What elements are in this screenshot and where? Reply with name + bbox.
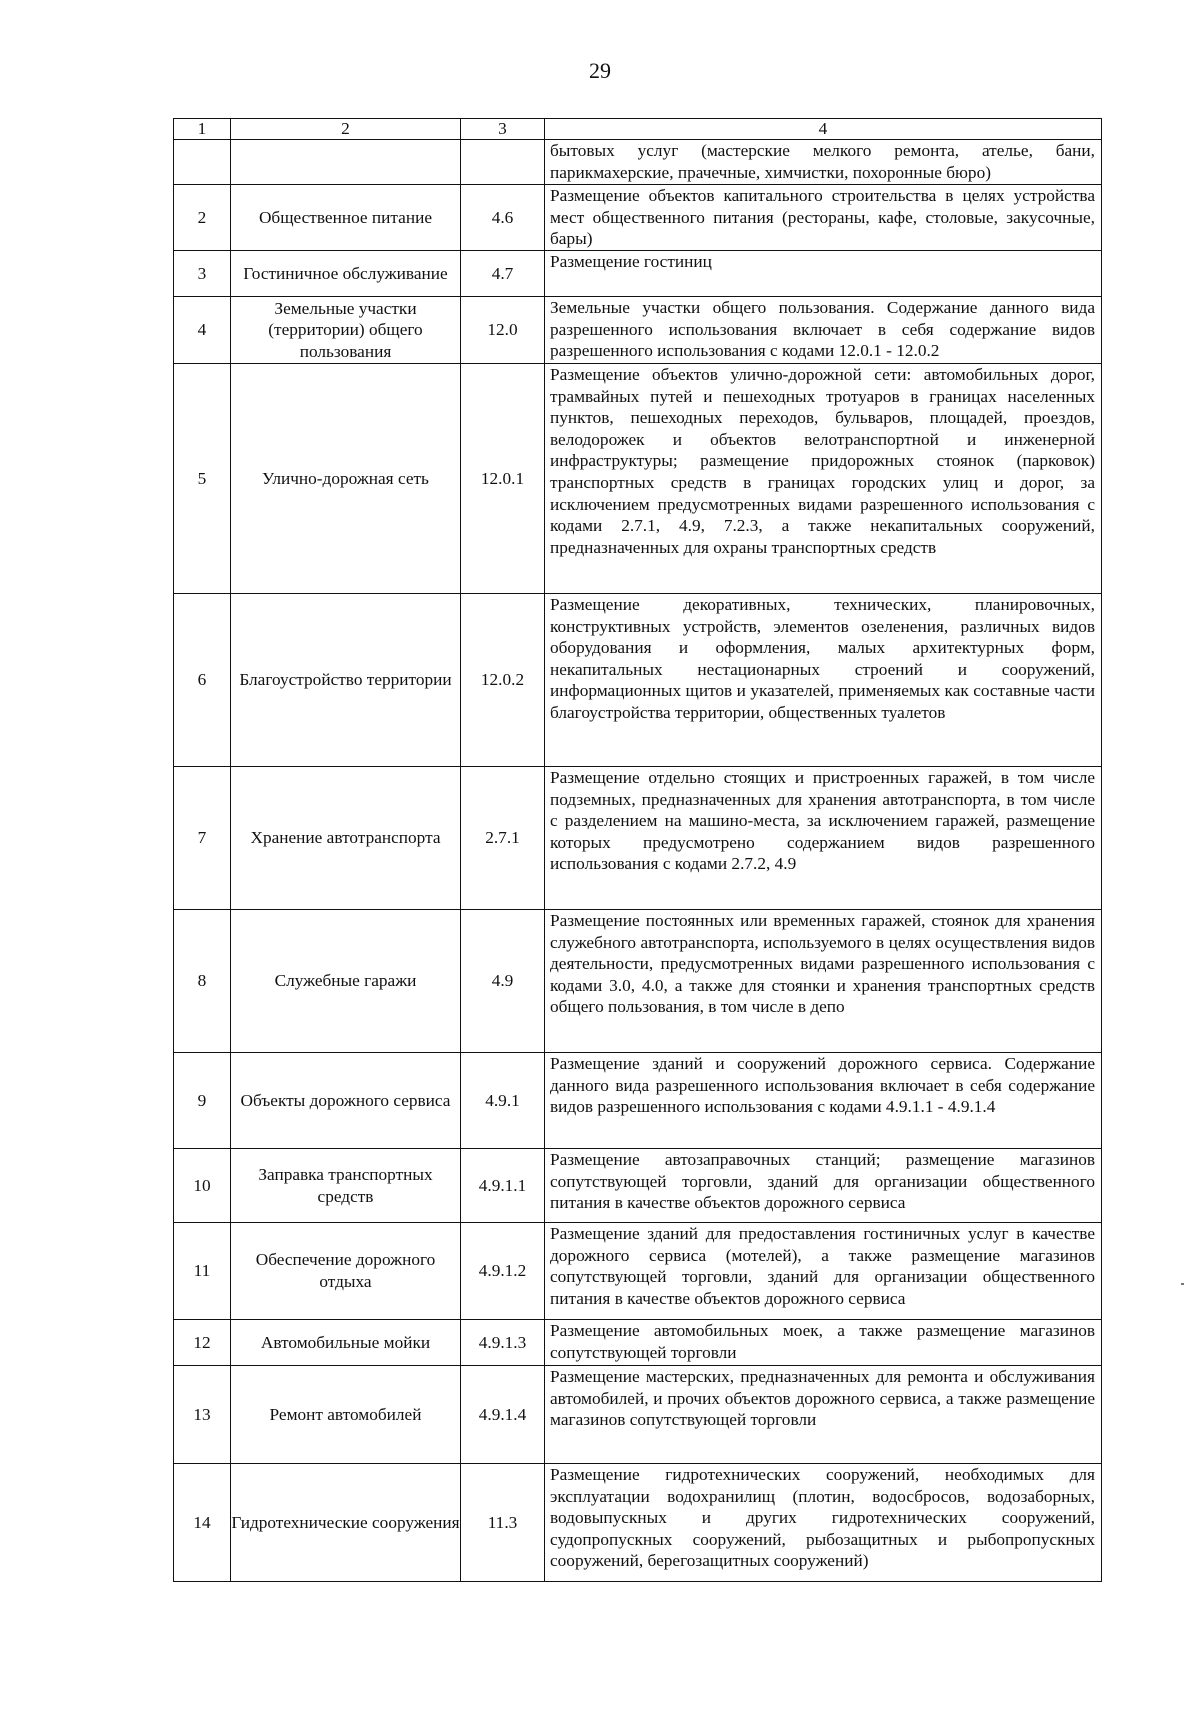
row-code	[461, 140, 545, 185]
row-code: 4.7	[461, 251, 545, 297]
row-name	[231, 140, 461, 185]
row-name: Улично-дорожная сеть	[231, 364, 461, 594]
row-number: 13	[174, 1366, 231, 1464]
row-name: Объекты дорожного сервиса	[231, 1053, 461, 1149]
table-row	[174, 767, 1102, 910]
row-code: 12.0.1	[461, 364, 545, 594]
scan-artifact-mark	[1181, 1283, 1184, 1285]
table-row	[174, 185, 1102, 251]
table-row	[174, 1149, 1102, 1223]
row-name: Ремонт автомобилей	[231, 1366, 461, 1464]
table-row	[174, 1464, 1102, 1582]
page-number: 29	[589, 58, 611, 83]
row-code: 4.9.1	[461, 1053, 545, 1149]
row-code: 4.9.1.4	[461, 1366, 545, 1464]
row-number: 4	[174, 297, 231, 364]
row-description: бытовых услуг (мастерские мелкого ремонта, ателье, бани, парикмахерские, прачечные, химчистки, похоронные бюро)	[545, 140, 1102, 185]
row-code: 4.9.1.2	[461, 1223, 545, 1320]
row-description: Размещение объектов улично-дорожной сети: автомобильных дорог, трамвайных путей и пешеходных тротуаров в границах населенных пунктов, пешеходных переходов, бульваров, площадей, проездов, велодорожек и объектов велотранспортной и инженерной инфраструктуры; размещение придорожных стоянок (парковок) транспортных средств в границах городских улиц и дорог, за исключением предусмотренных видами разрешенного использования с кодами 2.7.1, 4.9, 7.2.3, а также некапитальных сооружений, предназначенных для охраны транспортных средств	[545, 364, 1102, 594]
row-description: Размещение зданий для предоставления гостиничных услуг в качестве дорожного сервиса (мотелей), а также размещение магазинов сопутствующей торговли, зданий для организации общественного питания в качестве объектов дорожного сервиса	[545, 1223, 1102, 1320]
table-row	[174, 594, 1102, 767]
row-description: Размещение декоративных, технических, планировочных, конструктивных устройств, элементов озеленения, различных видов оборудования и оформления, малых архитектурных форм, некапитальных нестационарных строений и сооружений, информационных щитов и указателей, применяемых как составные части благоустройства территории, общественных туалетов	[545, 594, 1102, 767]
header-col-2: 2	[231, 119, 461, 140]
table-header	[174, 119, 1102, 140]
row-name: Автомобильные мойки	[231, 1320, 461, 1366]
table-row	[174, 140, 1102, 185]
row-code: 4.9	[461, 910, 545, 1053]
table-row	[174, 910, 1102, 1053]
table-row	[174, 297, 1102, 364]
row-description: Размещение постоянных или временных гаражей, стоянок для хранения служебного автотранспорта, используемого в целях осуществления видов деятельности, предусмотренных видами разрешенного использования с кодами 3.0, 4.0, а также для стоянки и хранения транспортных средств общего пользования, в том числе в депо	[545, 910, 1102, 1053]
row-number: 5	[174, 364, 231, 594]
table-row	[174, 1366, 1102, 1464]
header-col-1: 1	[174, 119, 231, 140]
header-col-4: 4	[545, 119, 1102, 140]
row-name: Заправка транспортных средств	[231, 1149, 461, 1223]
row-number: 9	[174, 1053, 231, 1149]
row-number: 7	[174, 767, 231, 910]
row-description: Земельные участки общего пользования. Содержание данного вида разрешенного использования включает в себя содержание видов разрешенного использования с кодами 12.0.1 - 12.0.2	[545, 297, 1102, 364]
row-description: Размещение гостиниц	[545, 251, 1102, 297]
row-number: 8	[174, 910, 231, 1053]
row-name: Хранение автотранспорта	[231, 767, 461, 910]
row-name: Гостиничное обслуживание	[231, 251, 461, 297]
row-number	[174, 140, 231, 185]
land-use-table	[173, 118, 1102, 1582]
row-description: Размещение автомобильных моек, а также размещение магазинов сопутствующей торговли	[545, 1320, 1102, 1366]
row-name: Служебные гаражи	[231, 910, 461, 1053]
header-row	[174, 119, 1102, 140]
row-description: Размещение объектов капитального строительства в целях устройства мест общественного питания (рестораны, кафе, столовые, закусочные, бары)	[545, 185, 1102, 251]
row-number: 10	[174, 1149, 231, 1223]
row-code: 4.6	[461, 185, 545, 251]
row-number: 12	[174, 1320, 231, 1366]
table-row	[174, 1320, 1102, 1366]
row-code: 12.0.2	[461, 594, 545, 767]
row-code: 12.0	[461, 297, 545, 364]
table-row	[174, 364, 1102, 594]
row-description: Размещение мастерских, предназначенных для ремонта и обслуживания автомобилей, и прочих объектов дорожного сервиса, а также размещение магазинов сопутствующей торговли	[545, 1366, 1102, 1464]
row-name: Гидротехнические сооружения	[231, 1464, 461, 1582]
row-number: 11	[174, 1223, 231, 1320]
row-code: 4.9.1.3	[461, 1320, 545, 1366]
table-row	[174, 1223, 1102, 1320]
row-description: Размещение автозаправочных станций; размещение магазинов сопутствующей торговли, зданий для организации общественного питания в качестве объектов дорожного сервиса	[545, 1149, 1102, 1223]
row-description: Размещение зданий и сооружений дорожного сервиса. Содержание данного вида разрешенного использования включает в себя содержание видов разрешенного использования с кодами 4.9.1.1 - 4.9.1.4	[545, 1053, 1102, 1149]
table-row	[174, 1053, 1102, 1149]
row-number: 14	[174, 1464, 231, 1582]
row-code: 11.3	[461, 1464, 545, 1582]
row-name: Благоустройство территории	[231, 594, 461, 767]
row-number: 6	[174, 594, 231, 767]
row-code: 2.7.1	[461, 767, 545, 910]
table-row	[174, 251, 1102, 297]
row-number: 2	[174, 185, 231, 251]
header-col-3: 3	[461, 119, 545, 140]
table-body	[174, 140, 1102, 1582]
row-name: Земельные участки (территории) общего пользования	[231, 297, 461, 364]
row-description: Размещение гидротехнических сооружений, необходимых для эксплуатации водохранилищ (плотин, водосбросов, водозаборных, водовыпускных и других гидротехнических сооружений, судопропускных сооружений, рыбозащитных и рыбопропускных сооружений, берегозащитных сооружений)	[545, 1464, 1102, 1582]
row-name: Обеспечение дорожного отдыха	[231, 1223, 461, 1320]
row-number: 3	[174, 251, 231, 297]
row-code: 4.9.1.1	[461, 1149, 545, 1223]
row-name: Общественное питание	[231, 185, 461, 251]
row-description: Размещение отдельно стоящих и пристроенных гаражей, в том числе подземных, предназначенных для хранения автотранспорта, в том числе с разделением на машино-места, за исключением гаражей, размещение которых предусмотрено содержанием видов разрешенного использования с кодами 2.7.2, 4.9	[545, 767, 1102, 910]
